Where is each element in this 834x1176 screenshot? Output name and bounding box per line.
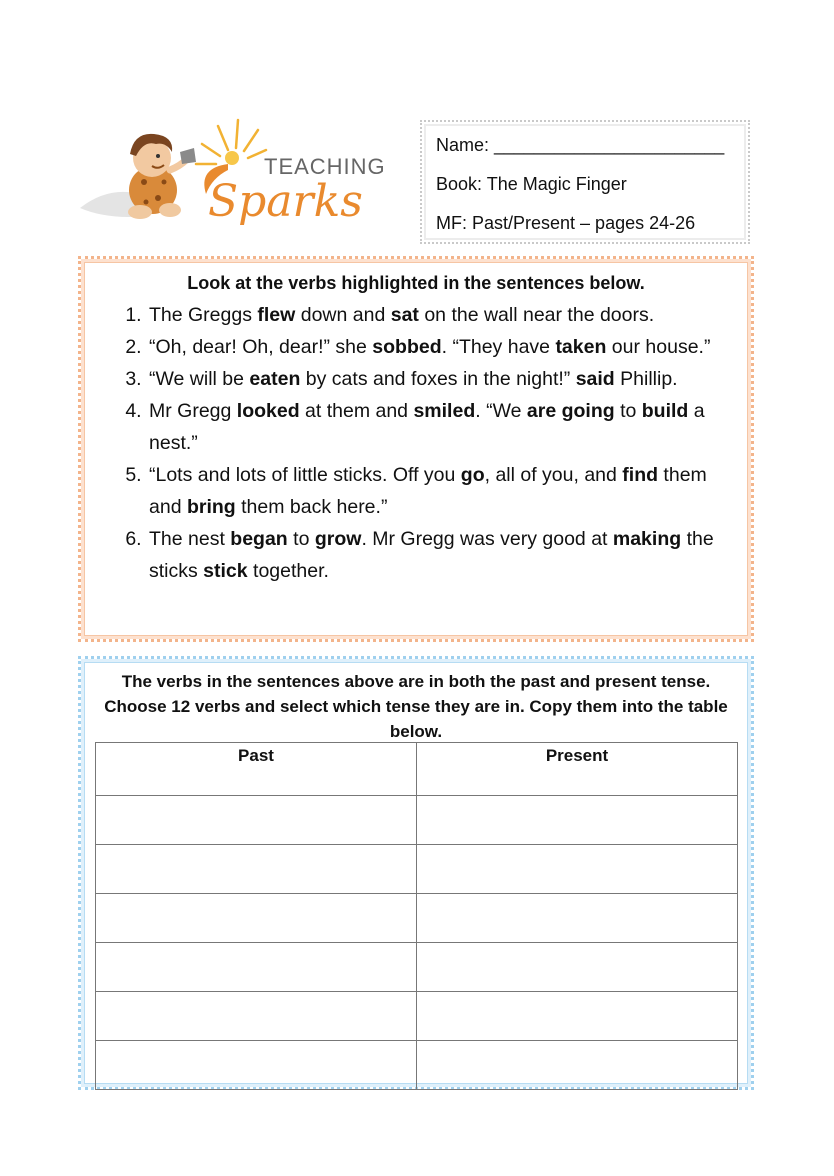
highlighted-verb: sobbed [372, 336, 442, 358]
table-header-row [96, 743, 738, 796]
present-answer-cell[interactable] [417, 845, 738, 894]
past-answer-cell[interactable] [96, 943, 417, 992]
student-info-box [420, 120, 750, 244]
name-field[interactable]: Name: _______________________ [436, 135, 725, 155]
highlighted-verb: said [575, 368, 615, 390]
sentence-text: down and [295, 304, 391, 326]
highlighted-verb: flew [257, 304, 296, 326]
verb-tense-table [95, 742, 738, 1090]
sentence-text: the sticks [149, 528, 714, 582]
sentences-panel [78, 256, 754, 642]
past-answer-cell[interactable] [96, 1041, 417, 1090]
sentence-text: to [287, 528, 315, 550]
sentence-text: Mr Gregg [149, 400, 237, 422]
past-answer-cell[interactable] [96, 845, 417, 894]
sentence-item [147, 363, 731, 395]
table-body [96, 796, 738, 1090]
sentence-text: “We will be [149, 368, 250, 390]
sentence-text: . Mr Gregg was very good at [361, 528, 613, 550]
highlighted-verb: grow [314, 528, 362, 550]
column-header-past: Past [96, 743, 417, 796]
highlighted-verb: stick [203, 560, 248, 582]
sentence-item [147, 331, 731, 363]
sentence-text: them and [149, 464, 707, 518]
caveman-mascot-icon [78, 108, 398, 238]
highlighted-verb: build [641, 400, 689, 422]
highlighted-verb: smiled [413, 400, 476, 422]
book-title: Book: The Magic Finger [436, 174, 627, 194]
sentence-text: them back here.” [235, 496, 388, 518]
present-answer-cell[interactable] [417, 894, 738, 943]
topic-label: MF: Past/Present – pages 24-26 [436, 213, 696, 233]
teaching-sparks-logo [78, 108, 398, 238]
table-row [96, 845, 738, 894]
sentence-item [147, 395, 731, 459]
present-answer-cell[interactable] [417, 1041, 738, 1090]
sentence-text: The Greggs [149, 304, 258, 326]
highlighted-verb: making [612, 528, 682, 550]
sentence-item [147, 523, 731, 587]
table-row [96, 796, 738, 845]
table-row [96, 943, 738, 992]
logo-text-teaching: TEACHING [264, 154, 386, 179]
highlighted-verb: find [622, 464, 659, 486]
sentence-text: The nest [149, 528, 231, 550]
sentence-list [101, 299, 731, 587]
sentence-text: on the wall near the doors. [418, 304, 655, 326]
present-answer-cell[interactable] [417, 992, 738, 1041]
highlighted-verb: eaten [249, 368, 301, 390]
past-answer-cell[interactable] [96, 796, 417, 845]
highlighted-verb: are going [526, 400, 615, 422]
sentences-heading: Look at the verbs highlighted in the sentences below. [187, 273, 645, 293]
sentence-text: . “They have [441, 336, 556, 358]
highlighted-verb: began [230, 528, 288, 550]
sentence-text: . “We [475, 400, 527, 422]
sentence-text: to [614, 400, 642, 422]
present-answer-cell[interactable] [417, 943, 738, 992]
highlighted-verb: go [460, 464, 485, 486]
verb-table-panel [78, 656, 754, 1090]
sentence-text: at them and [299, 400, 414, 422]
sentence-text: together. [247, 560, 329, 582]
present-answer-cell[interactable] [417, 796, 738, 845]
table-instructions: The verbs in the sentences above are in both the past and present tense. Choose 12 verbs and select which tense they are in. Copy them into the table below. [104, 672, 728, 741]
highlighted-verb: bring [186, 496, 236, 518]
sentence-text: “Oh, dear! Oh, dear!” she [149, 336, 373, 358]
sentence-text: Phillip. [614, 368, 678, 390]
sentence-text: “Lots and lots of little sticks. Off you [149, 464, 461, 486]
highlighted-verb: sat [390, 304, 419, 326]
sentence-text: our house.” [606, 336, 711, 358]
table-row [96, 992, 738, 1041]
logo-text-sparks: Sparks [208, 176, 363, 227]
past-answer-cell[interactable] [96, 992, 417, 1041]
sentence-text: , all of you, and [484, 464, 623, 486]
column-header-present: Present [417, 743, 738, 796]
highlighted-verb: taken [555, 336, 607, 358]
sentence-item [147, 459, 731, 523]
table-row [96, 894, 738, 943]
table-row [96, 1041, 738, 1090]
highlighted-verb: looked [236, 400, 300, 422]
sentence-text: a nest.” [149, 400, 705, 454]
past-answer-cell[interactable] [96, 894, 417, 943]
sentence-text: by cats and foxes in the night!” [300, 368, 576, 390]
sentence-item [147, 299, 731, 331]
